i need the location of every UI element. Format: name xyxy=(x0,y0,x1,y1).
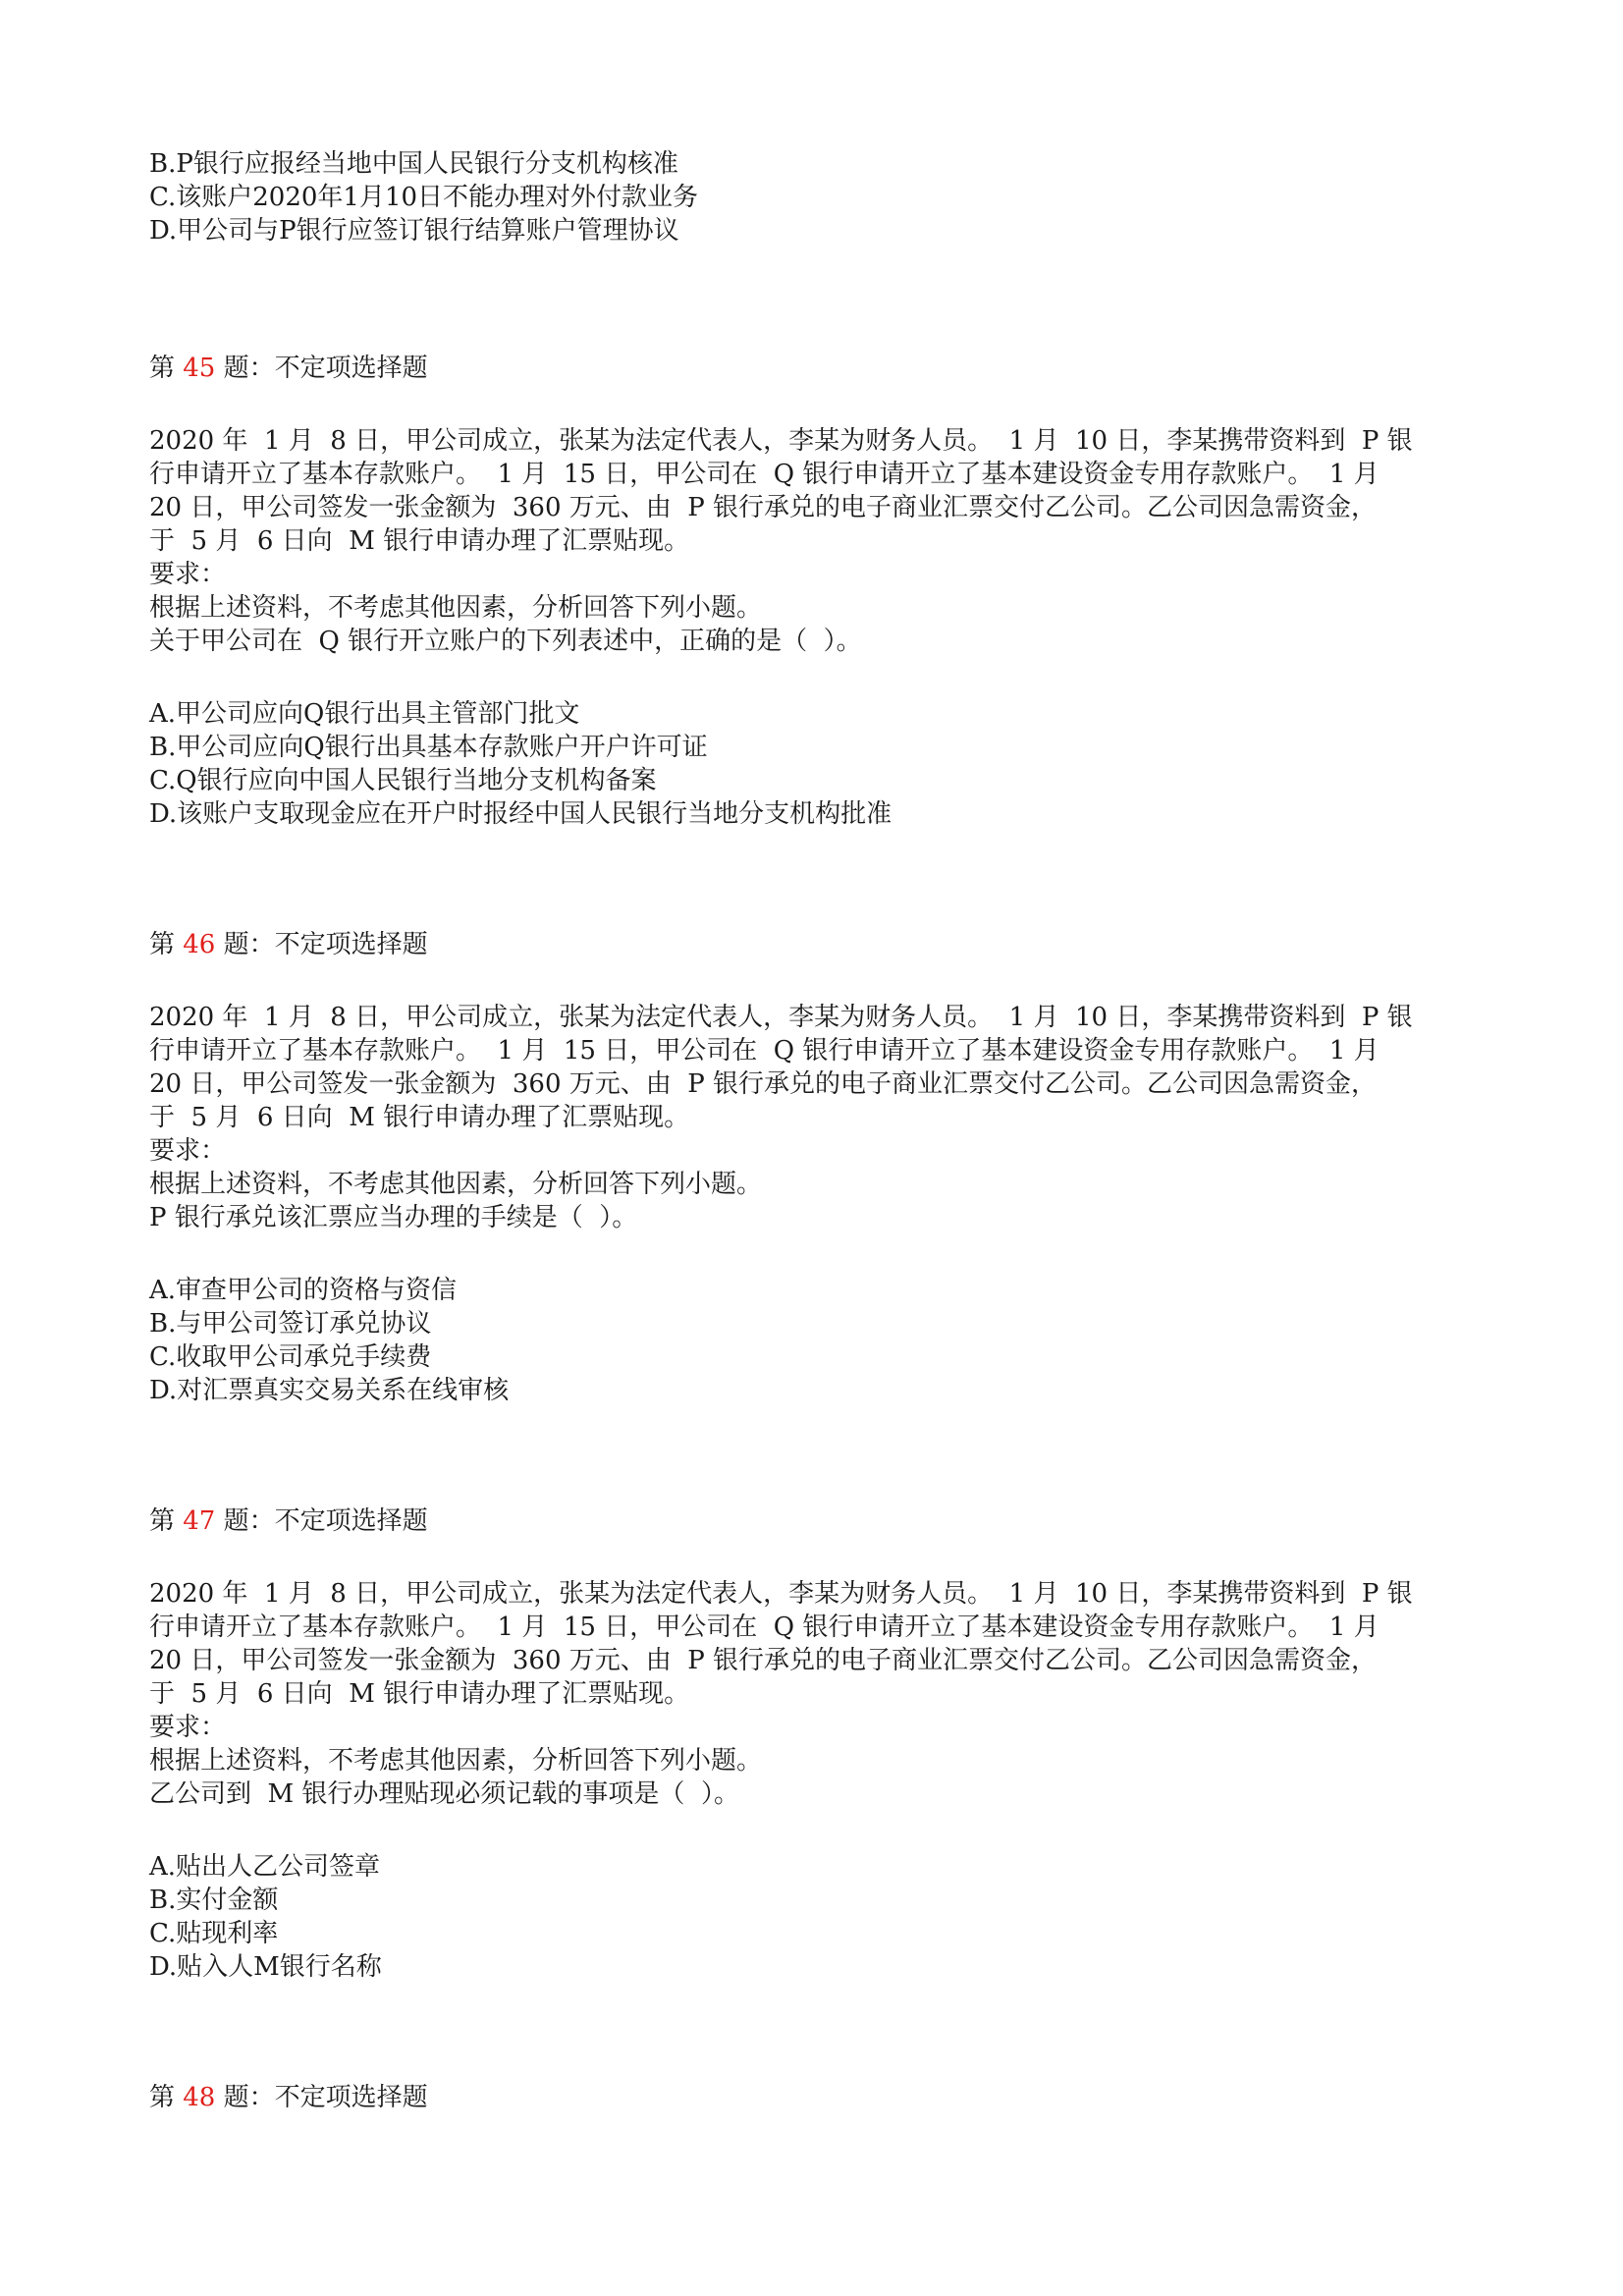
stem-line: 行申请开立了基本存款账户。 1 月 15 日，甲公司在 Q 银行申请开立了基本建设资金专用存款账户。 1 月 xyxy=(149,1613,1380,1642)
stem-line: 根据上述资料，不考虑其他因素，分析回答下列小题。 xyxy=(149,593,763,623)
stem-line: 乙公司到 M 银行办理贴现必须记载的事项是（ ）。 xyxy=(149,1779,739,1809)
stem-line: 行申请开立了基本存款账户。 1 月 15 日，甲公司在 Q 银行申请开立了基本建设资金专用存款账户。 1 月 xyxy=(149,460,1380,489)
option-b: B.与甲公司签订承兑协议 xyxy=(149,1309,432,1339)
option-c: C.Q银行应向中国人民银行当地分支机构备案 xyxy=(149,766,657,795)
option-c: C.贴现利率 xyxy=(149,1919,279,1948)
stem-line: 根据上述资料，不考虑其他因素，分析回答下列小题。 xyxy=(149,1746,763,1776)
question-number: 45 xyxy=(183,354,216,383)
stem-line: 2020 年 1 月 8 日，甲公司成立，张某为法定代表人，李某为财务人员。 1 月 10 日，李某携带资料到 P 银 xyxy=(149,1003,1413,1032)
question-48 xyxy=(149,2081,428,2114)
question-stem xyxy=(149,1001,1413,1234)
stem-line: 20 日，甲公司签发一张金额为 360 万元、由 P 银行承兑的电子商业汇票交付乙公司。乙公司因急需资金， xyxy=(149,1646,1378,1675)
question-options xyxy=(149,1850,1413,1984)
question-46 xyxy=(149,928,1413,1407)
stem-line: 根据上述资料，不考虑其他因素，分析回答下列小题。 xyxy=(149,1170,763,1199)
stem-line: 于 5 月 6 日向 M 银行申请办理了汇票贴现。 xyxy=(149,1103,690,1132)
question-number: 48 xyxy=(183,2083,216,2112)
option-a: A.贴出人乙公司签章 xyxy=(149,1852,381,1882)
stem-line: 要求： xyxy=(149,560,227,589)
stem-line: 行申请开立了基本存款账户。 1 月 15 日，甲公司在 Q 银行申请开立了基本建设资金专用存款账户。 1 月 xyxy=(149,1036,1380,1066)
question-47 xyxy=(149,1504,1413,1984)
stem-line: P 银行承兑该汇票应当办理的手续是（ ）。 xyxy=(149,1203,638,1232)
question-number: 46 xyxy=(183,930,216,959)
option-d: D.对汇票真实交易关系在线审核 xyxy=(149,1376,510,1405)
question-options xyxy=(149,1274,1413,1407)
question-stem xyxy=(149,1577,1413,1811)
question-stem xyxy=(149,424,1413,658)
option-c: C.该账户2020年1月10日不能办理对外付款业务 xyxy=(149,183,699,212)
option-a: A.甲公司应向Q银行出具主管部门批文 xyxy=(149,699,580,729)
question-number: 47 xyxy=(183,1506,216,1536)
option-c: C.收取甲公司承兑手续费 xyxy=(149,1342,432,1372)
option-d: D.贴入人M银行名称 xyxy=(149,1952,382,1982)
option-b: B.P银行应报经当地中国人民银行分支机构核准 xyxy=(149,149,678,179)
question-45 xyxy=(149,352,1413,831)
option-b: B.实付金额 xyxy=(149,1886,279,1915)
question-options xyxy=(149,697,1413,831)
stem-line: 2020 年 1 月 8 日，甲公司成立，张某为法定代表人，李某为财务人员。 1 月 10 日，李某携带资料到 P 银 xyxy=(149,1579,1413,1609)
question-heading: 第 47 题：不定项选择题 xyxy=(149,1506,428,1536)
option-d: D.甲公司与P银行应签订银行结算账户管理协议 xyxy=(149,216,679,246)
option-b: B.甲公司应向Q银行出具基本存款账户开户许可证 xyxy=(149,733,708,762)
stem-line: 于 5 月 6 日向 M 银行申请办理了汇票贴现。 xyxy=(149,1679,690,1709)
stem-line: 20 日，甲公司签发一张金额为 360 万元、由 P 银行承兑的电子商业汇票交付乙公司。乙公司因急需资金， xyxy=(149,1069,1378,1099)
stem-line: 要求： xyxy=(149,1136,227,1166)
stem-line: 要求： xyxy=(149,1713,227,1742)
question-heading: 第 46 题：不定项选择题 xyxy=(149,930,428,959)
stem-line: 于 5 月 6 日向 M 银行申请办理了汇票贴现。 xyxy=(149,526,690,556)
stem-line: 2020 年 1 月 8 日，甲公司成立，张某为法定代表人，李某为财务人员。 1 月 10 日，李某携带资料到 P 银 xyxy=(149,426,1413,456)
question-heading: 第 45 题：不定项选择题 xyxy=(149,354,428,383)
previous-question-options xyxy=(149,147,698,247)
option-a: A.审查甲公司的资格与资信 xyxy=(149,1276,458,1305)
option-d: D.该账户支取现金应在开户时报经中国人民银行当地分支机构批准 xyxy=(149,799,893,829)
question-heading: 第 48 题：不定项选择题 xyxy=(149,2083,428,2112)
stem-line: 关于甲公司在 Q 银行开立账户的下列表述中，正确的是（ ）。 xyxy=(149,627,862,656)
stem-line: 20 日，甲公司签发一张金额为 360 万元、由 P 银行承兑的电子商业汇票交付乙公司。乙公司因急需资金， xyxy=(149,493,1378,522)
